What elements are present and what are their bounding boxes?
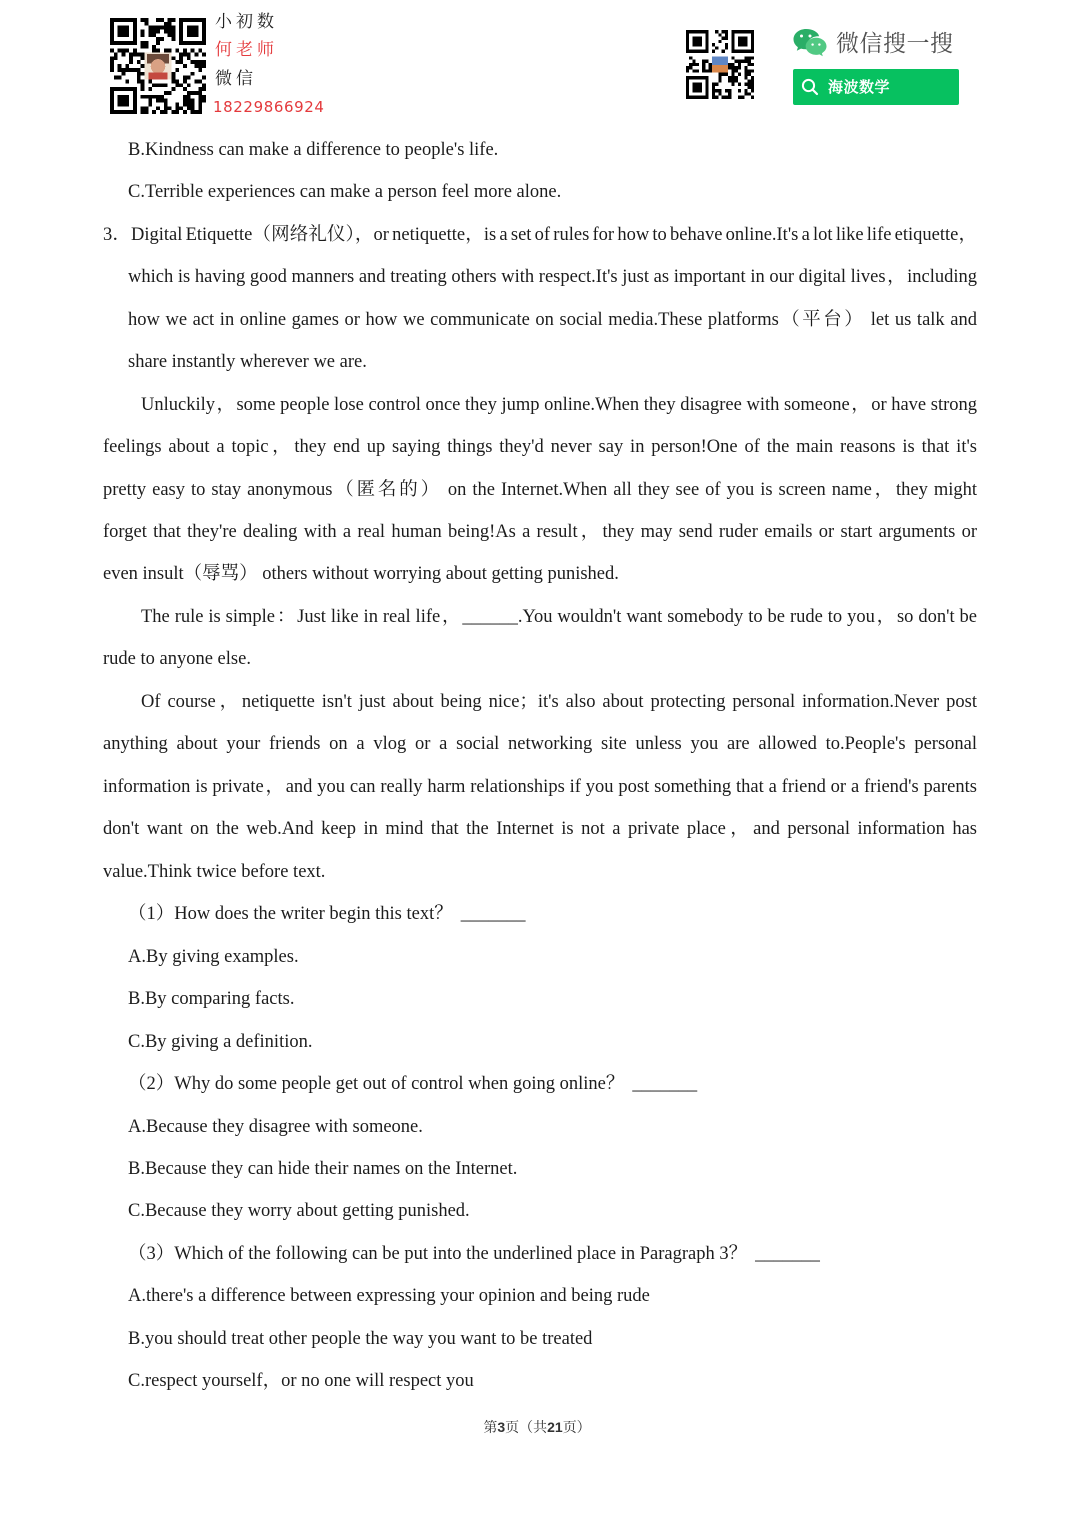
passage-line: The rule is simple：Just like in real life，______.You wouldn't want somebody to be rude to you，so don't be [141,606,977,627]
document-body [103,129,977,1403]
passage-line: 3．Digital Etiquette（网络礼仪），or netiquette，is a set of rules for how to behave online.It's a lot like life etiquette， [103,224,977,245]
passage-line: how we act in online games or how we communicate on social media.These platforms（平台） let us talk and [128,309,977,330]
footer-suffix: 页） [562,1421,591,1436]
footer-total-pages: 21 [547,1419,563,1435]
passage-line: Of course，netiquette isn't just about being nice；it's also about protecting personal information.Never post [141,691,977,712]
contact-line-wechat: 微信 [215,69,257,89]
option-line: B.you should treat other people the way you want to be treated [128,1328,593,1349]
option-line: B.Kindness can make a difference to people's life. [128,139,499,160]
answer-blank: _______ [755,1243,820,1264]
passage-line: value.Think twice before text. [103,861,326,882]
page-footer [0,1416,1074,1440]
footer-prefix: 第 [483,1421,498,1436]
passage-line: Unluckily，some people lose control once they jump online.When they disagree with someone，or have strong [141,394,977,415]
option-line: B.Because they can hide their names on the Internet. [128,1159,518,1179]
question-text: （2）Why do some people get out of control when going online？ [128,1074,625,1095]
qr-code-wechat [686,30,754,99]
question-stem [128,893,977,935]
wechat-logo-icon [792,27,828,59]
qr-code-image [110,18,206,114]
passage-line: forget that they're dealing with a real human being!As a result，they may send ruder emails or start arguments or [103,521,977,542]
passage-line: feelings about a topic，they end up saying things they'd never say in person!One of the main reasons is that it's [103,437,977,458]
wechat-search-button[interactable] [793,69,959,105]
qr-center-photo-ground [712,65,728,73]
option-line: C.respect yourself，or no one will respect you [128,1371,474,1392]
footer-page-number: 3 [497,1419,506,1435]
wechat-search-keyword: 海波数学 [828,78,891,96]
passage-line: pretty easy to stay anonymous（匿名的） on the Internet.When all they see of you is screen name，they might [103,479,977,500]
passage-line: don't want on the web.And keep in mind that the Internet is not a private place，and personal information has [103,819,977,840]
option-line: B.By comparing facts. [128,989,295,1010]
contact-phone: 18229866924 [213,98,325,116]
passage-line: even insult（辱骂） others without worrying about getting punished. [103,564,619,585]
option-line: A.there's a difference between expressing your opinion and being rude [128,1286,650,1307]
qr-code-contact [110,18,206,114]
contact-line-grade: 小初数 [215,12,278,32]
contact-teacher-name: 何老师 [215,40,278,60]
passage-line: share instantly wherever we are. [128,352,367,373]
footer-middle: 页（共 [505,1421,548,1436]
qr-center-photo-sky [712,56,728,65]
question-text: （3）Which of the following can be put into the underlined place in Paragraph 3？ [128,1243,748,1264]
passage-line: information is private，and you can really harm relationships if you post something that a friend or a friend's parents [103,776,977,797]
passage-line: rude to anyone else. [103,649,251,670]
question-text: （1）How does the writer begin this text？ [128,904,453,925]
answer-blank: _______ [632,1074,698,1095]
question-stem [128,1233,977,1275]
passage-line: anything about your friends on a vlog or a social networking site unless you are allowed to.People's personal [103,734,977,755]
option-line: A.By giving examples. [128,946,299,967]
qr-center-photo-face [151,59,166,74]
qr-center-photo-shirt [148,73,167,80]
option-line: C.Terrible experiences can make a person feel more alone. [128,182,562,203]
passage-line: which is having good manners and treating others with respect.It's just as important in our digital lives，including [128,267,977,288]
option-line: A.Because they disagree with someone. [128,1116,423,1137]
answer-blank: _______ [460,904,526,925]
search-icon [801,78,819,96]
qr-code-image [686,30,754,99]
wechat-search-title: 微信搜一搜 [836,31,954,57]
option-line: C.By giving a definition. [128,1031,313,1052]
option-line: C.Because they worry about getting punished. [128,1201,470,1222]
question-stem [128,1063,977,1105]
